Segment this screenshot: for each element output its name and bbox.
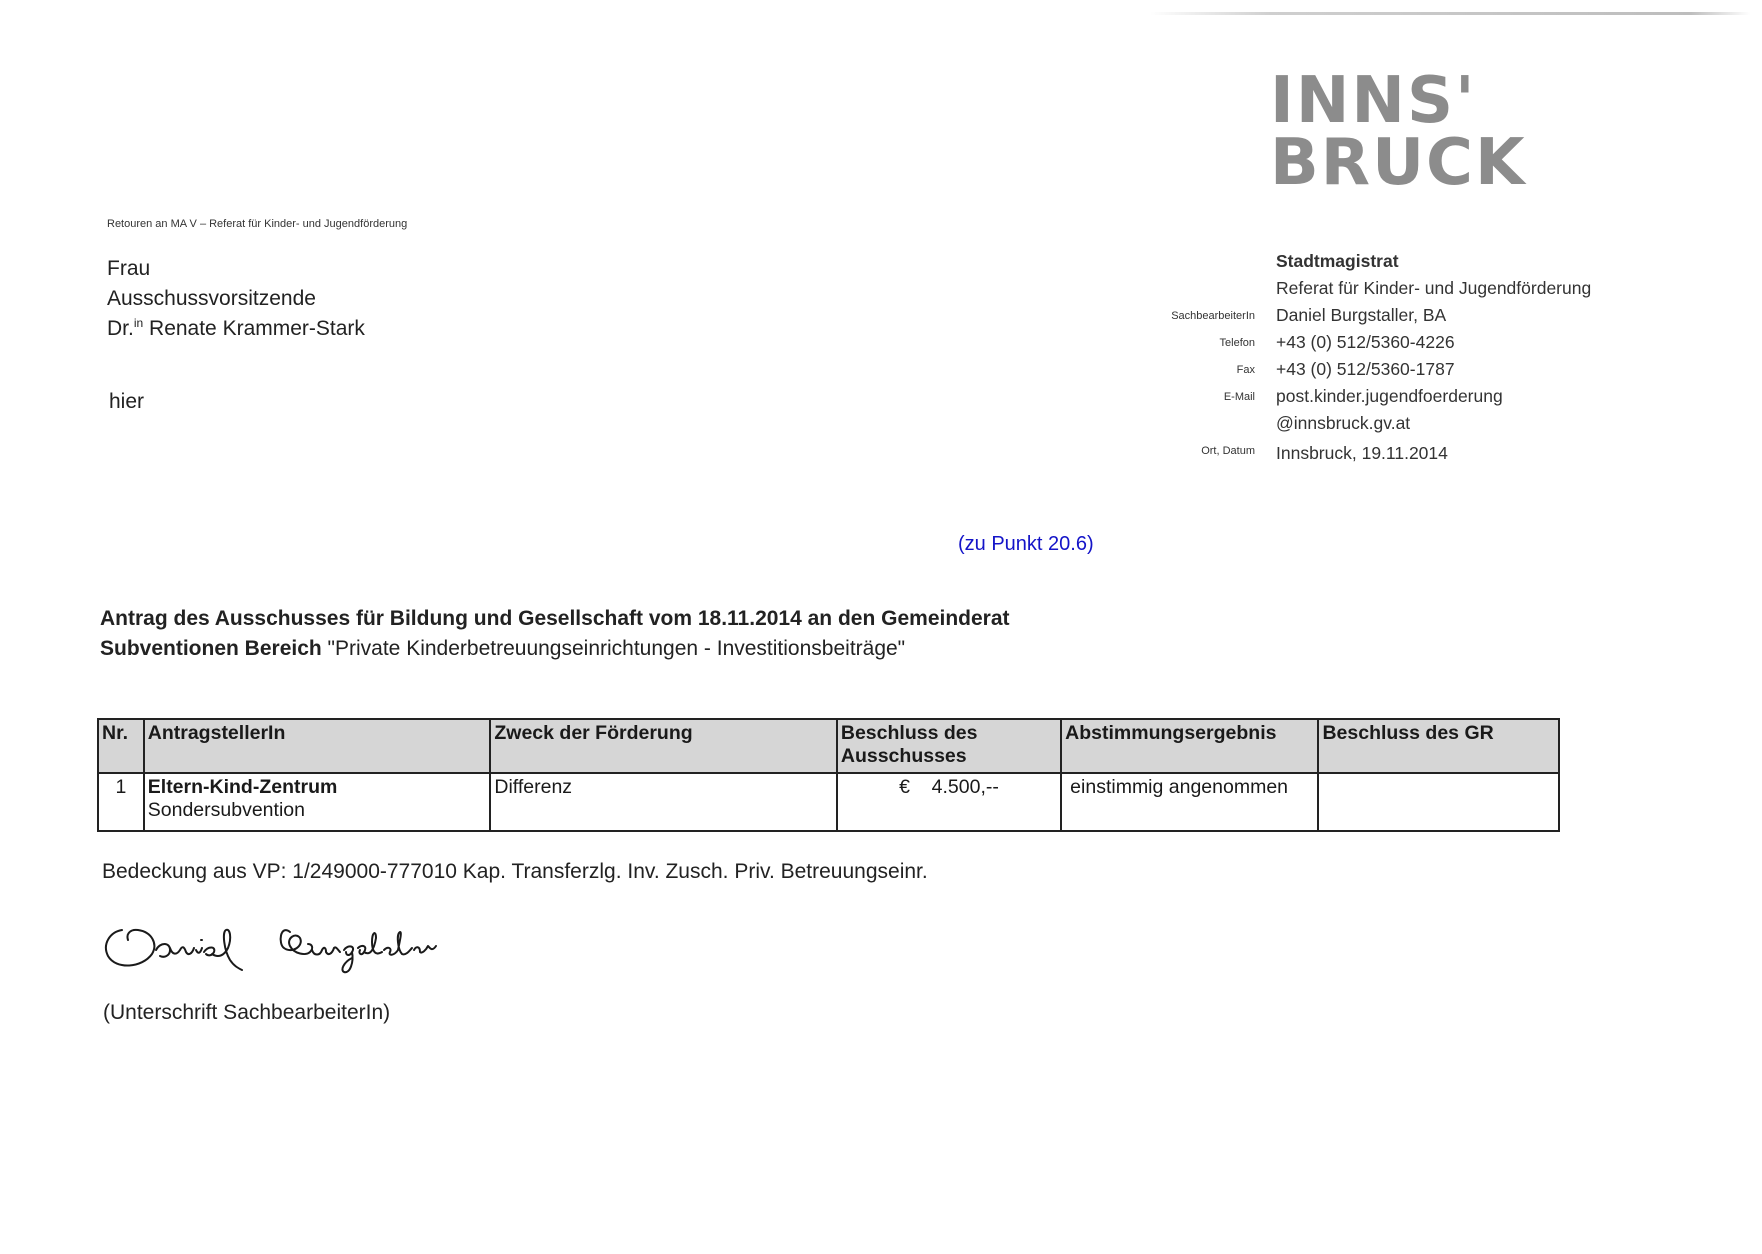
recipient-name: Dr.$^{in}$ Renate Krammer-Stark <box>107 316 365 340</box>
applicant-sub: Sondersubvention <box>147 799 305 821</box>
table-header-row <box>98 719 1559 773</box>
sender-officer: Daniel Burgstaller, BA <box>1276 305 1447 325</box>
cell-applicant <box>144 773 491 831</box>
cell-vote: einstimmig angenommen <box>1061 773 1318 831</box>
recipient-salutation: Frau <box>107 257 151 280</box>
agenda-reference: (zu Punkt 20.6) <box>958 533 1094 555</box>
header-vote-result: Abstimmungsergebnis <box>1061 719 1318 773</box>
sender-info <box>1276 248 1591 467</box>
coverage-note: Bedeckung aus VP: 1/249000-777010 Kap. Transferzlg. Inv. Zusch. Priv. Betreuungseinr. <box>102 860 928 883</box>
recipient-role: Ausschussvorsitzende <box>107 287 316 310</box>
signature-caption: (Unterschrift SachbearbeiterIn) <box>103 1001 391 1024</box>
heading-line-2: Subventionen Bereich "Private Kinderbetreuungseinrichtungen - Investitionsbeiträge" <box>100 637 906 660</box>
innsbruck-logo <box>1270 64 1527 200</box>
logo-line-2: BRUCK <box>1270 126 1527 200</box>
header-purpose: Zweck der Förderung <box>490 719 837 773</box>
subsidy-table <box>97 718 1560 832</box>
sender-email-1: post.kinder.jugendfoerderung <box>1276 386 1503 406</box>
cell-nr: 1 <box>98 773 144 831</box>
sender-labels <box>1100 303 1255 465</box>
label-place-date: Ort, Datum <box>1201 445 1255 457</box>
signature-image <box>100 910 490 990</box>
cell-gr <box>1318 773 1559 831</box>
sender-email-2: @innsbruck.gv.at <box>1276 413 1411 433</box>
handwritten-signature <box>100 910 490 995</box>
header-gr-decision: Beschluss des GR <box>1318 719 1559 773</box>
header-nr: Nr. <box>98 719 144 773</box>
label-phone: Telefon <box>1219 337 1255 349</box>
header-applicant: AntragstellerIn <box>144 719 491 773</box>
recipient-hier: hier <box>109 390 145 413</box>
cell-purpose: Differenz <box>490 773 837 831</box>
motion-heading <box>100 604 1010 664</box>
sender-department: Referat für Kinder- und Jugendförderung <box>1276 278 1592 298</box>
label-officer: SachbearbeiterIn <box>1171 310 1255 322</box>
return-address: Retouren an MA V – Referat für Kinder- und Jugendförderung <box>107 218 408 230</box>
sender-title: Stadtmagistrat <box>1276 251 1399 271</box>
sender-fax: +43 (0) 512/5360-1787 <box>1276 359 1455 379</box>
logo-line-1: INNS' <box>1270 64 1477 138</box>
cell-amount: € 4.500,-- <box>837 773 1061 831</box>
table-row <box>98 773 1559 831</box>
header-committee-decision: Beschluss des Ausschusses <box>837 719 1061 773</box>
applicant-name: Eltern-Kind-Zentrum <box>147 776 338 798</box>
label-email: E-Mail <box>1223 391 1255 403</box>
sender-place-date: Innsbruck, 19.11.2014 <box>1276 443 1448 463</box>
recipient-block <box>107 254 365 344</box>
heading-line-1: Antrag des Ausschusses für Bildung und Gesellschaft vom 18.11.2014 an den Gemeinderat <box>100 607 1010 630</box>
scan-edge-line <box>1150 12 1750 15</box>
label-fax: Fax <box>1236 364 1255 376</box>
sender-phone: +43 (0) 512/5360-4226 <box>1276 332 1455 352</box>
